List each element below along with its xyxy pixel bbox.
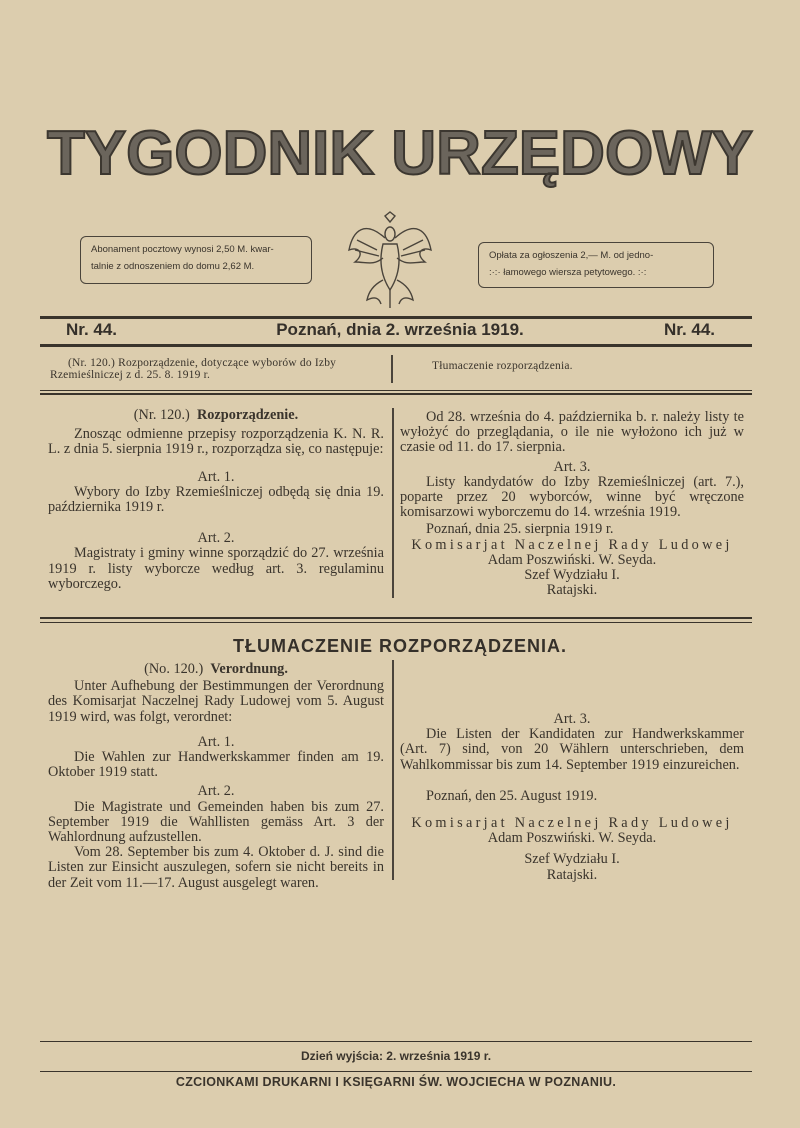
translation-heading: TŁUMACZENIE ROZPORZĄDZENIA. [233,636,567,656]
signature-name: Ratajski. [546,866,598,883]
paragraph: Vom 28. September bis zum 4. Oktober d. J. sind die Listen zur Einsicht auszulegen, sofern sie nicht bereits in der Zeit vom 11.—17. August ausgelegt waren. [48,844,384,891]
issue-number-left: Nr. 44. [66,320,118,339]
rule [40,390,752,391]
column-divider [391,355,393,383]
article-label: Art. 3. [553,458,591,475]
column-divider [392,408,394,598]
advert-line: :·:· łamowego wiersza petytowego. :·: [489,267,647,278]
paragraph: Listy kandydatów do Izby Rzemieślniczej (art. 7.), poparte przez 20 wyborców, winne być wręczone komisarzowi wyborczemu do 14. września 1919. [400,473,744,521]
article-label: Art. 2. [197,530,235,547]
paragraph: Unter Aufhebung der Bestimmungen der Verordnung des Komisarjat Naczelnej Rady Ludowej vom 5. August 1919 wird, was folgt, verordnet: [48,678,384,725]
contents-entry: (Nr. 120.) Rozporządzenie, dotyczące wyborów do Izby Rzemieślniczej z d. 25. 8. 1919 r. [50,357,337,381]
rule [40,393,752,395]
paragraph: Die Wahlen zur Handwerkskammer finden am 19. Oktober 1919 statt. [48,749,384,781]
signature-title: Szef Wydziału I. [524,851,620,868]
issue-number-right: Nr. 44. [664,320,716,339]
subscription-box [80,236,312,284]
subscription-line: Abonament pocztowy wynosi 2,50 M. kwar- [91,244,274,255]
polish-title [48,408,384,423]
title-number: (Nr. 120.) [133,407,190,423]
signature-names: Adam Poszwiński. W. Seyda. [487,551,657,568]
german-left-column [48,662,384,891]
place-date: Poznań, dnia 25. sierpnia 1919 r. [426,521,614,538]
advert-line: Opłata za ogłoszenia 2,— M. od jedno- [489,250,654,261]
paragraph: Znosząc odmienne przepisy rozporządzenia K. N. R. L. z dnia 5. sierpnia 1919 r., rozporządza się, co następuje: [48,426,384,458]
issue-date: Poznań, dnia 2. września 1919. [276,320,524,339]
article-label: Art. 1. [197,468,235,485]
rule [40,316,752,319]
rule [40,1041,752,1042]
polish-right-column [400,410,744,598]
release-date: Dzień wyjścia: 2. września 1919 r. [300,1049,492,1063]
article-label: Art. 1. [197,733,235,750]
german-right-column [400,708,744,883]
title-text: Rozporządzenie. [196,407,299,423]
contents-entry: Tłumaczenie rozporządzenia. [432,360,573,372]
advert-box [478,242,714,288]
article-label: Art. 2. [197,783,235,800]
signature-name: Ratajski. [546,582,598,599]
signature-office: Komisarjat Naczelnej Rady Ludowej [411,815,733,832]
rule [40,344,752,347]
german-title [48,662,384,677]
column-divider [392,660,394,880]
subscription-line: talnie z odnoszeniem do domu 2,62 M. [91,261,255,272]
signature-names: Adam Poszwiński. W. Seyda. [487,830,657,847]
rule [40,622,752,623]
polish-left-column [48,408,384,592]
paragraph: Od 28. września do 4. października b. r. należy listy te wyłożyć do przeglądania, o ile nie wyłożono ich już w czasie od 11. do 17. sierpnia. [400,409,744,456]
place-date: Poznań, den 25. August 1919. [426,787,598,804]
rule [40,617,752,619]
printer-imprint: CZCIONKAMI DRUKARNI I KSIĘGARNI ŚW. WOJCIECHA W POZNANIU. [175,1075,617,1089]
masthead-title: TYGODNIK URZĘDOWY [46,119,754,188]
paragraph: Wybory do Izby Rzemieślniczej odbędą się dnia 19. października 1919 r. [48,483,384,516]
eagle-emblem-icon [345,210,435,310]
title-number: (No. 120.) [144,661,204,677]
paragraph: Magistraty i gminy winne sporządzić do 27. września 1919 r. listy wyborcze według art. 3. regulaminu wyborczego. [48,545,384,592]
title-text: Verordnung. [210,661,288,677]
paragraph: Die Listen der Kandidaten zur Handwerkskammer (Art. 7) sind, von 20 Wählern unterschrieben, dem Wahlkommissar bis zum 14. September 1919 einzureichen. [400,726,744,773]
signature-title: Szef Wydziału I. [524,567,620,584]
paragraph: Die Magistrate und Gemeinden haben bis zum 27. September 1919 die Wahllisten gemäss Art. 3 der Wahlordnung aufzustellen. [48,798,384,846]
signature-office: Komisarjat Naczelnej Rady Ludowej [411,536,733,553]
article-label: Art. 3. [553,711,591,727]
rule [40,1071,752,1072]
